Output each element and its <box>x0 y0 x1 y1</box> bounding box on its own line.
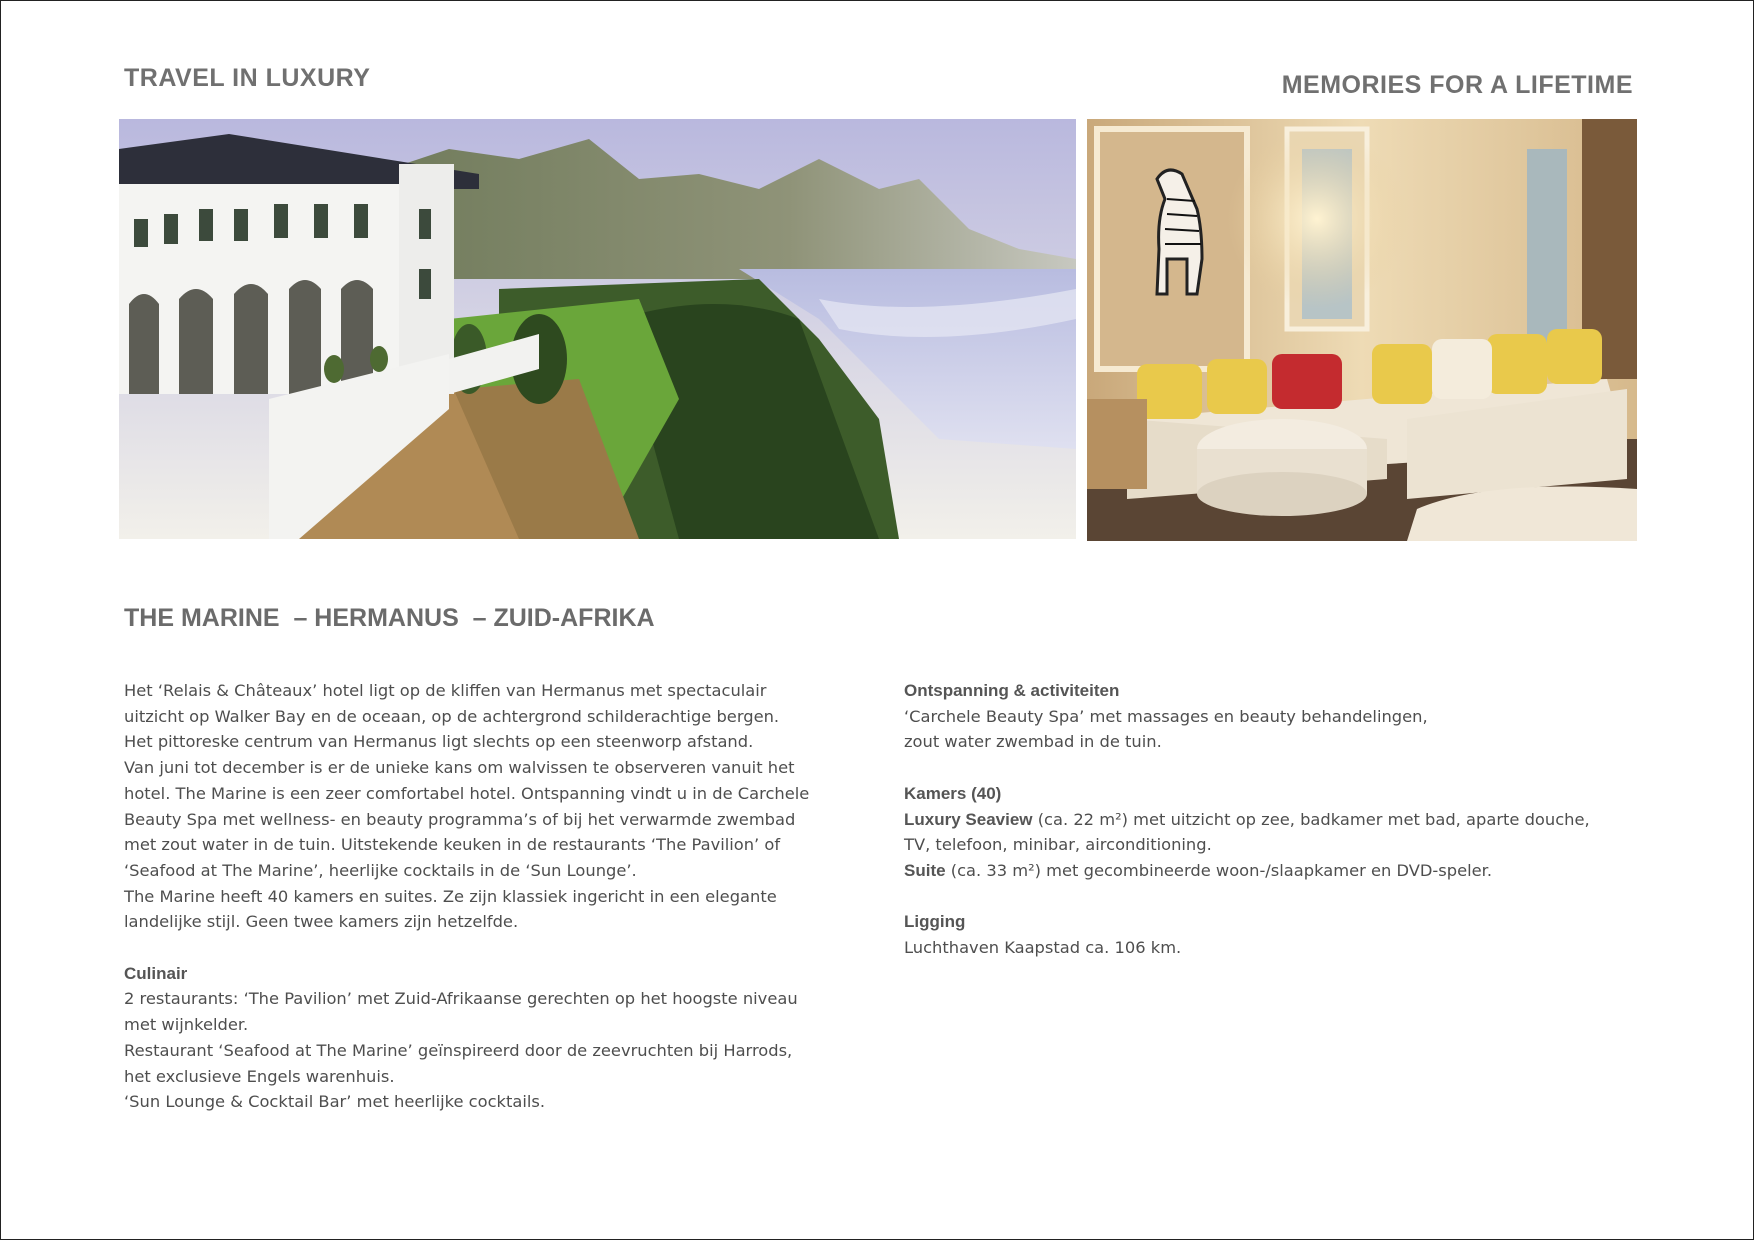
seaview-text: (ca. 22 m²) met uitzicht op zee, badkamer met bad, aparte douche, <box>1032 809 1590 829</box>
suite-line <box>904 858 1624 884</box>
intro-line: hotel. The Marine is een zeer comfortabel hotel. Ontspanning vindt u in de Carchele <box>124 783 810 803</box>
intro-line: met zout water in de tuin. Uitstekende keuken in de restaurants ‘The Pavilion’ of <box>124 835 781 855</box>
culinair-line: 2 restaurants: ‘The Pavilion’ met Zuid-Afrikaanse gerechten op het hoogste niveau <box>124 989 798 1009</box>
left-column <box>124 678 824 1115</box>
intro-line: ‘Seafood at The Marine’, heerlijke cocktails in de ‘Sun Lounge’. <box>124 860 637 880</box>
intro-line: Het pittoreske centrum van Hermanus ligt slechts op een steenworp afstand. <box>124 732 754 752</box>
hotel-title: THE MARINE – HERMANUS – ZUID-AFRIKA <box>124 604 655 632</box>
culinair-line: ‘Sun Lounge & Cocktail Bar’ met heerlijke cocktails. <box>124 1092 546 1112</box>
header-memories-for-a-lifetime: MEMORIES FOR A LIFETIME <box>1281 71 1633 99</box>
right-column <box>904 678 1624 961</box>
intro-line: The Marine heeft 40 kamers en suites. Ze zijn klassiek ingericht in een elegante <box>124 886 777 906</box>
ligging-heading: Ligging <box>904 912 966 932</box>
spacer <box>904 884 1624 910</box>
ontspanning-line: zout water zwembad in de tuin. <box>904 732 1162 752</box>
culinair-line: het exclusieve Engels warenhuis. <box>124 1066 395 1086</box>
culinair-line: met wijnkelder. <box>124 1015 249 1035</box>
intro-line: uitzicht op Walker Bay en de oceaan, op de achtergrond schilderachtige bergen. <box>124 706 780 726</box>
seaview-line <box>904 807 1624 833</box>
seaview-line-2: TV, telefoon, minibar, airconditioning. <box>904 835 1212 855</box>
lounge-interior-photo <box>1087 119 1637 541</box>
ontspanning-heading: Ontspanning & activiteiten <box>904 681 1120 700</box>
intro-line: landelijke stijl. Geen twee kamers zijn hetzelfde. <box>124 912 519 932</box>
seaview-label: Luxury Seaview <box>904 809 1033 829</box>
culinair-line: Restaurant ‘Seafood at The Marine’ geïnspireerd door de zeevruchten bij Harrods, <box>124 1040 793 1060</box>
culinair-heading: Culinair <box>124 963 188 983</box>
suite-text: (ca. 33 m²) met gecombineerde woon-/slaapkamer en DVD-speler. <box>945 860 1493 880</box>
header-travel-in-luxury: TRAVEL IN LUXURY <box>124 64 371 92</box>
spacer <box>124 935 824 961</box>
intro-line: Van juni tot december is er de unieke kans om walvissen te observeren vanuit het <box>124 758 795 778</box>
kamers-heading: Kamers (40) <box>904 783 1002 803</box>
intro-line: Beauty Spa met wellness- en beauty programma’s of bij het verwarmde zwembad <box>124 809 796 829</box>
ontspanning-line: ‘Carchele Beauty Spa’ met massages en beauty behandelingen, <box>904 706 1428 726</box>
intro-line: Het ‘Relais & Châteaux’ hotel ligt op de kliffen van Hermanus met spectaculair <box>124 681 767 700</box>
ligging-text: Luchthaven Kaapstad ca. 106 km. <box>904 938 1182 957</box>
hotel-coast-photo <box>119 119 1076 539</box>
suite-label: Suite <box>904 860 946 880</box>
spacer <box>904 755 1624 781</box>
